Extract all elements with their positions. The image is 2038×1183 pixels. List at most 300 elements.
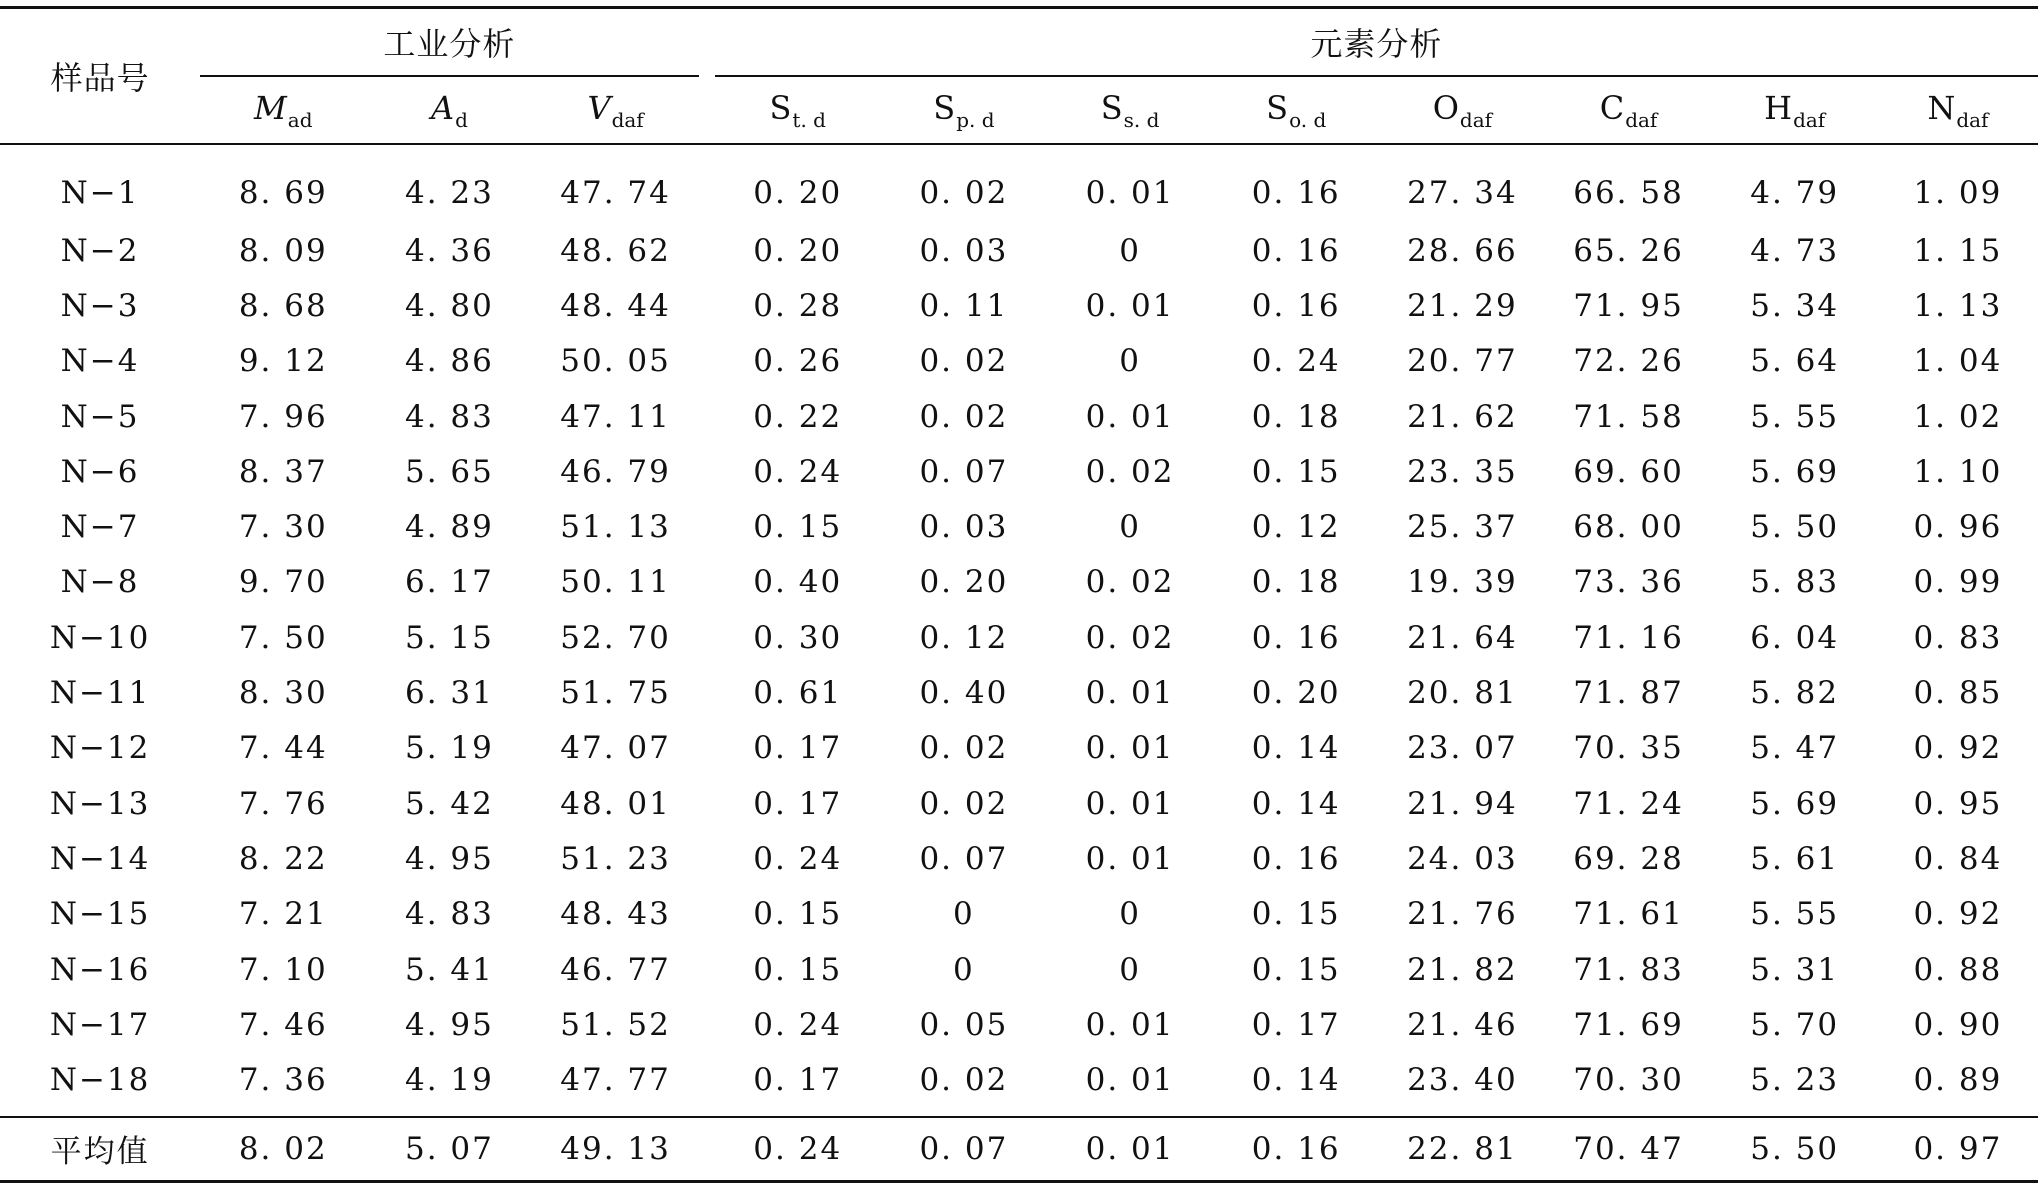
value-cell-cdaf: 71. 58 (1573, 398, 1684, 435)
value-cell-cdaf: 71. 87 (1573, 675, 1684, 712)
value-cell-mad: 7. 21 (238, 896, 328, 933)
table-row (0, 499, 2038, 554)
table-row (0, 144, 2038, 223)
value-cell-ssd: 0 (1119, 896, 1141, 933)
table-row (0, 887, 2038, 942)
value-cell-ssd: 0. 01 (1085, 287, 1175, 324)
sample-id-cell: N−2 (60, 232, 140, 269)
column-header-row (0, 76, 2038, 144)
sample-id-cell: N−14 (49, 840, 151, 877)
value-cell-cdaf: 72. 26 (1573, 343, 1684, 380)
value-cell-odaf: 20. 77 (1407, 343, 1518, 380)
value-cell-odaf: 27. 34 (1407, 175, 1518, 211)
value-cell-ndaf: 1. 04 (1913, 343, 2003, 380)
value-cell-hdaf: 5. 83 (1750, 564, 1840, 601)
value-cell-odaf: 21. 64 (1407, 619, 1518, 656)
symbol-subscript: daf (1793, 107, 1826, 132)
sample-id-cell: N−4 (60, 343, 140, 380)
value-cell-mad: 7. 46 (238, 1006, 328, 1043)
average-value-cdaf: 70. 47 (1545, 1117, 1711, 1182)
column-symbol (933, 88, 995, 132)
value-cell-ad: 5. 19 (404, 730, 494, 767)
value-cell-ssd: 0 (1119, 343, 1141, 380)
value-cell-mad: 9. 12 (238, 343, 328, 380)
table-footer (0, 1117, 2038, 1182)
value-cell-odaf: 21. 29 (1407, 287, 1518, 324)
value-cell-hdaf: 5. 34 (1750, 287, 1840, 324)
value-cell-std: 0. 15 (753, 509, 843, 546)
value-cell-cdaf: 71. 69 (1573, 1006, 1684, 1043)
column-symbol (1100, 88, 1160, 132)
value-cell-spd: 0. 03 (919, 232, 1009, 269)
value-cell-mad: 7. 50 (238, 619, 328, 656)
sample-id-cell: N−1 (60, 175, 140, 211)
value-cell-vdaf: 47. 77 (560, 1062, 671, 1099)
value-cell-hdaf: 5. 69 (1750, 785, 1840, 822)
gap-cell (699, 278, 715, 333)
column-symbol (1764, 88, 1826, 132)
value-cell-ssd: 0. 01 (1085, 1062, 1175, 1099)
value-cell-hdaf: 5. 50 (1750, 509, 1840, 546)
table-row (0, 444, 2038, 499)
sample-id-cell: N−12 (49, 730, 151, 767)
value-cell-mad: 7. 76 (238, 785, 328, 822)
value-cell-ndaf: 0. 92 (1913, 896, 2003, 933)
value-cell-std: 0. 26 (753, 343, 843, 380)
header-gap (699, 8, 715, 77)
industrial-analysis-header: 工业分析 (200, 8, 698, 77)
value-cell-sod: 0. 16 (1251, 287, 1341, 324)
value-cell-std: 0. 28 (753, 287, 843, 324)
value-cell-spd: 0. 40 (919, 675, 1009, 712)
value-cell-spd: 0. 07 (919, 840, 1009, 877)
value-cell-cdaf: 70. 30 (1573, 1062, 1684, 1099)
value-cell-ad: 5. 65 (404, 453, 494, 490)
gap-cell (699, 334, 715, 389)
value-cell-vdaf: 48. 43 (560, 896, 671, 933)
value-cell-hdaf: 5. 70 (1750, 1006, 1840, 1043)
value-cell-vdaf: 48. 01 (560, 785, 671, 822)
value-cell-vdaf: 46. 77 (560, 951, 671, 988)
value-cell-hdaf: 5. 61 (1750, 840, 1840, 877)
sample-id-header: 样品号 (0, 8, 200, 145)
value-cell-sod: 0. 16 (1251, 232, 1341, 269)
value-cell-hdaf: 4. 79 (1750, 175, 1840, 211)
value-cell-vdaf: 50. 05 (560, 343, 671, 380)
average-value-std: 0. 24 (715, 1117, 881, 1182)
value-cell-ndaf: 1. 15 (1913, 232, 2003, 269)
value-cell-ad: 4. 80 (404, 287, 494, 324)
value-cell-spd: 0. 02 (919, 1062, 1009, 1099)
value-cell-spd: 0. 05 (919, 1006, 1009, 1043)
value-cell-vdaf: 47. 74 (560, 175, 671, 211)
average-value-hdaf: 5. 50 (1712, 1117, 1878, 1182)
value-cell-mad: 8. 69 (238, 175, 328, 211)
value-cell-sod: 0. 17 (1251, 1006, 1341, 1043)
column-header-ssd (1047, 76, 1213, 144)
column-header-std (715, 76, 881, 144)
column-symbol (587, 88, 644, 132)
table-row (0, 665, 2038, 720)
column-header-sod (1213, 76, 1379, 144)
value-cell-hdaf: 5. 55 (1750, 398, 1840, 435)
value-cell-hdaf: 5. 64 (1750, 343, 1840, 380)
value-cell-sod: 0. 15 (1251, 896, 1341, 933)
value-cell-std: 0. 24 (753, 1006, 843, 1043)
gap-cell (699, 997, 715, 1052)
value-cell-ad: 4. 89 (404, 509, 494, 546)
value-cell-sod: 0. 14 (1251, 1062, 1341, 1099)
column-symbol (769, 88, 826, 132)
coal-analysis-table (0, 6, 2038, 1183)
value-cell-spd: 0. 02 (919, 785, 1009, 822)
symbol-subscript: o. d (1289, 107, 1327, 132)
value-cell-std: 0. 20 (753, 175, 843, 211)
average-value-ad: 5. 07 (366, 1117, 532, 1182)
value-cell-ndaf: 1. 10 (1913, 453, 2003, 490)
value-cell-cdaf: 71. 16 (1573, 619, 1684, 656)
value-cell-cdaf: 71. 95 (1573, 287, 1684, 324)
column-symbol (1599, 88, 1658, 132)
value-cell-std: 0. 15 (753, 951, 843, 988)
value-cell-spd: 0. 02 (919, 343, 1009, 380)
value-cell-mad: 7. 44 (238, 730, 328, 767)
value-cell-sod: 0. 18 (1251, 398, 1341, 435)
table-row (0, 942, 2038, 997)
value-cell-mad: 7. 10 (238, 951, 328, 988)
value-cell-ndaf: 0. 83 (1913, 619, 2003, 656)
value-cell-ad: 6. 31 (404, 675, 494, 712)
value-cell-ssd: 0. 01 (1085, 1006, 1175, 1043)
column-symbol (1927, 88, 1989, 132)
value-cell-odaf: 21. 94 (1407, 785, 1518, 822)
element-analysis-header: 元素分析 (715, 8, 2038, 77)
average-value-vdaf: 49. 13 (533, 1117, 699, 1182)
value-cell-ndaf: 1. 13 (1913, 287, 2003, 324)
table-row (0, 223, 2038, 278)
value-cell-mad: 7. 30 (238, 509, 328, 546)
value-cell-spd: 0. 07 (919, 453, 1009, 490)
value-cell-sod: 0. 12 (1251, 509, 1341, 546)
gap-cell (699, 942, 715, 997)
value-cell-sod: 0. 18 (1251, 564, 1341, 601)
column-header-odaf (1379, 76, 1545, 144)
symbol-subscript: daf (1956, 107, 1989, 132)
value-cell-sod: 0. 16 (1251, 175, 1341, 211)
value-cell-std: 0. 61 (753, 675, 843, 712)
table-row (0, 555, 2038, 610)
value-cell-spd: 0. 02 (919, 175, 1009, 211)
value-cell-std: 0. 22 (753, 398, 843, 435)
value-cell-sod: 0. 20 (1251, 675, 1341, 712)
column-header-cdaf (1545, 76, 1711, 144)
gap-cell (699, 776, 715, 831)
group-header-row (0, 8, 2038, 77)
value-cell-sod: 0. 15 (1251, 453, 1341, 490)
gap-cell (699, 223, 715, 278)
value-cell-odaf: 23. 40 (1407, 1062, 1518, 1099)
column-symbol (430, 88, 468, 132)
value-cell-spd: 0. 20 (919, 564, 1009, 601)
value-cell-hdaf: 5. 55 (1750, 896, 1840, 933)
column-header-spd (881, 76, 1047, 144)
average-value-spd: 0. 07 (881, 1117, 1047, 1182)
symbol-base: N (1927, 88, 1956, 127)
table-row (0, 831, 2038, 886)
value-cell-ndaf: 0. 88 (1913, 951, 2003, 988)
value-cell-ndaf: 1. 09 (1913, 175, 2003, 211)
value-cell-cdaf: 71. 24 (1573, 785, 1684, 822)
value-cell-ssd: 0. 02 (1085, 453, 1175, 490)
average-value-ssd: 0. 01 (1047, 1117, 1213, 1182)
symbol-subscript: s. d (1123, 107, 1160, 132)
value-cell-mad: 7. 36 (238, 1062, 328, 1099)
table-row (0, 997, 2038, 1052)
value-cell-odaf: 23. 35 (1407, 453, 1518, 490)
value-cell-ad: 5. 15 (404, 619, 494, 656)
average-value-mad: 8. 02 (200, 1117, 366, 1182)
gap-cell (699, 665, 715, 720)
value-cell-ssd: 0. 01 (1085, 175, 1175, 211)
value-cell-odaf: 25. 37 (1407, 509, 1518, 546)
symbol-base: S (769, 88, 792, 127)
value-cell-hdaf: 5. 82 (1750, 675, 1840, 712)
column-symbol (1432, 88, 1493, 132)
column-header-ad (366, 76, 532, 144)
value-cell-ssd: 0. 01 (1085, 785, 1175, 822)
symbol-subscript: daf (1459, 107, 1493, 132)
value-cell-ad: 4. 23 (404, 175, 494, 211)
value-cell-sod: 0. 14 (1251, 785, 1341, 822)
value-cell-ssd: 0. 01 (1085, 840, 1175, 877)
value-cell-ndaf: 1. 02 (1913, 398, 2003, 435)
value-cell-ad: 5. 42 (404, 785, 494, 822)
table-row (0, 278, 2038, 333)
symbol-subscript: daf (1625, 107, 1658, 132)
gap-cell (699, 831, 715, 886)
value-cell-std: 0. 17 (753, 730, 843, 767)
value-cell-sod: 0. 16 (1251, 840, 1341, 877)
value-cell-ad: 4. 95 (404, 1006, 494, 1043)
sample-id-cell: N−11 (49, 675, 151, 712)
value-cell-mad: 8. 68 (238, 287, 328, 324)
value-cell-ssd: 0. 02 (1085, 619, 1175, 656)
sample-id-cell: N−6 (60, 453, 140, 490)
value-cell-hdaf: 5. 23 (1750, 1062, 1840, 1099)
gap-cell (699, 144, 715, 223)
value-cell-mad: 9. 70 (238, 564, 328, 601)
value-cell-std: 0. 20 (753, 232, 843, 269)
value-cell-ssd: 0 (1119, 232, 1141, 269)
value-cell-ssd: 0. 01 (1085, 730, 1175, 767)
symbol-base: S (1266, 88, 1289, 127)
value-cell-ndaf: 0. 96 (1913, 509, 2003, 546)
symbol-subscript: p. d (956, 107, 995, 132)
value-cell-hdaf: 6. 04 (1750, 619, 1840, 656)
value-cell-cdaf: 69. 28 (1573, 840, 1684, 877)
average-row (0, 1117, 2038, 1182)
sample-id-cell: N−13 (49, 785, 151, 822)
gap-cell (699, 555, 715, 610)
sample-id-cell: N−17 (49, 1006, 151, 1043)
value-cell-ad: 4. 83 (404, 896, 494, 933)
value-cell-spd: 0 (953, 896, 975, 933)
value-cell-ad: 4. 83 (404, 398, 494, 435)
symbol-base: A (430, 88, 455, 127)
column-header-mad (200, 76, 366, 144)
value-cell-sod: 0. 14 (1251, 730, 1341, 767)
coal-analysis-table-container (0, 6, 2038, 1183)
value-cell-spd: 0. 02 (919, 730, 1009, 767)
gap-cell (699, 1117, 715, 1182)
value-cell-std: 0. 30 (753, 619, 843, 656)
value-cell-ndaf: 0. 95 (1913, 785, 2003, 822)
gap-cell (699, 887, 715, 942)
value-cell-cdaf: 69. 60 (1573, 453, 1684, 490)
value-cell-ad: 4. 95 (404, 840, 494, 877)
value-cell-cdaf: 68. 00 (1573, 509, 1684, 546)
value-cell-std: 0. 24 (753, 840, 843, 877)
value-cell-vdaf: 48. 62 (560, 232, 671, 269)
value-cell-odaf: 21. 82 (1407, 951, 1518, 988)
table-row (0, 721, 2038, 776)
symbol-base: C (1599, 88, 1625, 127)
value-cell-odaf: 28. 66 (1407, 232, 1518, 269)
value-cell-ssd: 0 (1119, 509, 1141, 546)
column-header-ndaf (1878, 76, 2038, 144)
value-cell-odaf: 23. 07 (1407, 730, 1518, 767)
table-row (0, 389, 2038, 444)
gap-cell (699, 499, 715, 554)
value-cell-sod: 0. 24 (1251, 343, 1341, 380)
sample-id-cell: N−10 (49, 619, 151, 656)
value-cell-ad: 4. 19 (404, 1062, 494, 1099)
value-cell-ndaf: 0. 89 (1913, 1062, 2003, 1099)
gap-cell (699, 610, 715, 665)
value-cell-ssd: 0. 01 (1085, 398, 1175, 435)
value-cell-vdaf: 46. 79 (560, 453, 671, 490)
average-label: 平均值 (0, 1117, 200, 1182)
value-cell-vdaf: 47. 07 (560, 730, 671, 767)
average-value-ndaf: 0. 97 (1878, 1117, 2038, 1182)
value-cell-std: 0. 17 (753, 1062, 843, 1099)
symbol-subscript: d (455, 107, 468, 132)
gap-cell (699, 389, 715, 444)
value-cell-ndaf: 0. 85 (1913, 675, 2003, 712)
value-cell-mad: 8. 09 (238, 232, 328, 269)
value-cell-ndaf: 0. 92 (1913, 730, 2003, 767)
value-cell-std: 0. 40 (753, 564, 843, 601)
value-cell-hdaf: 5. 69 (1750, 453, 1840, 490)
header-gap-cell (699, 76, 715, 144)
value-cell-ad: 6. 17 (404, 564, 494, 601)
symbol-subscript: ad (287, 107, 313, 132)
value-cell-cdaf: 73. 36 (1573, 564, 1684, 601)
value-cell-odaf: 19. 39 (1407, 564, 1518, 601)
value-cell-mad: 8. 30 (238, 675, 328, 712)
value-cell-cdaf: 70. 35 (1573, 730, 1684, 767)
value-cell-vdaf: 51. 52 (560, 1006, 671, 1043)
value-cell-odaf: 20. 81 (1407, 675, 1518, 712)
value-cell-vdaf: 52. 70 (560, 619, 671, 656)
symbol-base: M (254, 88, 287, 127)
column-symbol (1266, 88, 1327, 132)
sample-id-cell: N−15 (49, 896, 151, 933)
value-cell-ssd: 0 (1119, 951, 1141, 988)
value-cell-cdaf: 71. 83 (1573, 951, 1684, 988)
value-cell-cdaf: 66. 58 (1573, 175, 1684, 211)
value-cell-mad: 8. 22 (238, 840, 328, 877)
value-cell-vdaf: 48. 44 (560, 287, 671, 324)
value-cell-odaf: 21. 46 (1407, 1006, 1518, 1043)
average-value-odaf: 22. 81 (1379, 1117, 1545, 1182)
value-cell-ad: 4. 36 (404, 232, 494, 269)
value-cell-spd: 0. 03 (919, 509, 1009, 546)
gap-cell (699, 444, 715, 499)
value-cell-hdaf: 5. 31 (1750, 951, 1840, 988)
table-row (0, 334, 2038, 389)
value-cell-odaf: 24. 03 (1407, 840, 1518, 877)
sample-id-cell: N−18 (49, 1062, 151, 1099)
value-cell-ndaf: 0. 84 (1913, 840, 2003, 877)
value-cell-cdaf: 71. 61 (1573, 896, 1684, 933)
value-cell-ssd: 0. 02 (1085, 564, 1175, 601)
value-cell-ssd: 0. 01 (1085, 675, 1175, 712)
value-cell-cdaf: 65. 26 (1573, 232, 1684, 269)
table-body (0, 144, 2038, 1117)
value-cell-ad: 4. 86 (404, 343, 494, 380)
value-cell-ad: 5. 41 (404, 951, 494, 988)
value-cell-ndaf: 0. 99 (1913, 564, 2003, 601)
value-cell-std: 0. 15 (753, 896, 843, 933)
column-header-hdaf (1712, 76, 1878, 144)
gap-cell (699, 721, 715, 776)
sample-id-cell: N−3 (60, 287, 140, 324)
value-cell-spd: 0. 02 (919, 398, 1009, 435)
symbol-subscript: t. d (792, 107, 826, 132)
value-cell-vdaf: 51. 23 (560, 840, 671, 877)
table-row (0, 776, 2038, 831)
symbol-base: O (1432, 88, 1459, 127)
value-cell-sod: 0. 15 (1251, 951, 1341, 988)
value-cell-std: 0. 17 (753, 785, 843, 822)
value-cell-spd: 0. 11 (919, 287, 1009, 324)
table-row (0, 610, 2038, 665)
table-header (0, 8, 2038, 145)
value-cell-vdaf: 47. 11 (560, 398, 671, 435)
value-cell-std: 0. 24 (753, 453, 843, 490)
column-header-vdaf (533, 76, 699, 144)
value-cell-hdaf: 4. 73 (1750, 232, 1840, 269)
table-row (0, 1052, 2038, 1116)
average-value-sod: 0. 16 (1213, 1117, 1379, 1182)
symbol-subscript: daf (611, 107, 644, 132)
sample-id-cell: N−7 (60, 509, 140, 546)
sample-id-cell: N−5 (60, 398, 140, 435)
symbol-base: S (933, 88, 956, 127)
symbol-base: H (1764, 88, 1793, 127)
sample-id-cell: N−8 (60, 564, 140, 601)
value-cell-vdaf: 50. 11 (560, 564, 671, 601)
value-cell-odaf: 21. 62 (1407, 398, 1518, 435)
value-cell-spd: 0. 12 (919, 619, 1009, 656)
symbol-base: S (1100, 88, 1123, 127)
gap-cell (699, 1052, 715, 1116)
value-cell-vdaf: 51. 75 (560, 675, 671, 712)
sample-id-cell: N−16 (49, 951, 151, 988)
value-cell-vdaf: 51. 13 (560, 509, 671, 546)
column-symbol (254, 88, 313, 132)
